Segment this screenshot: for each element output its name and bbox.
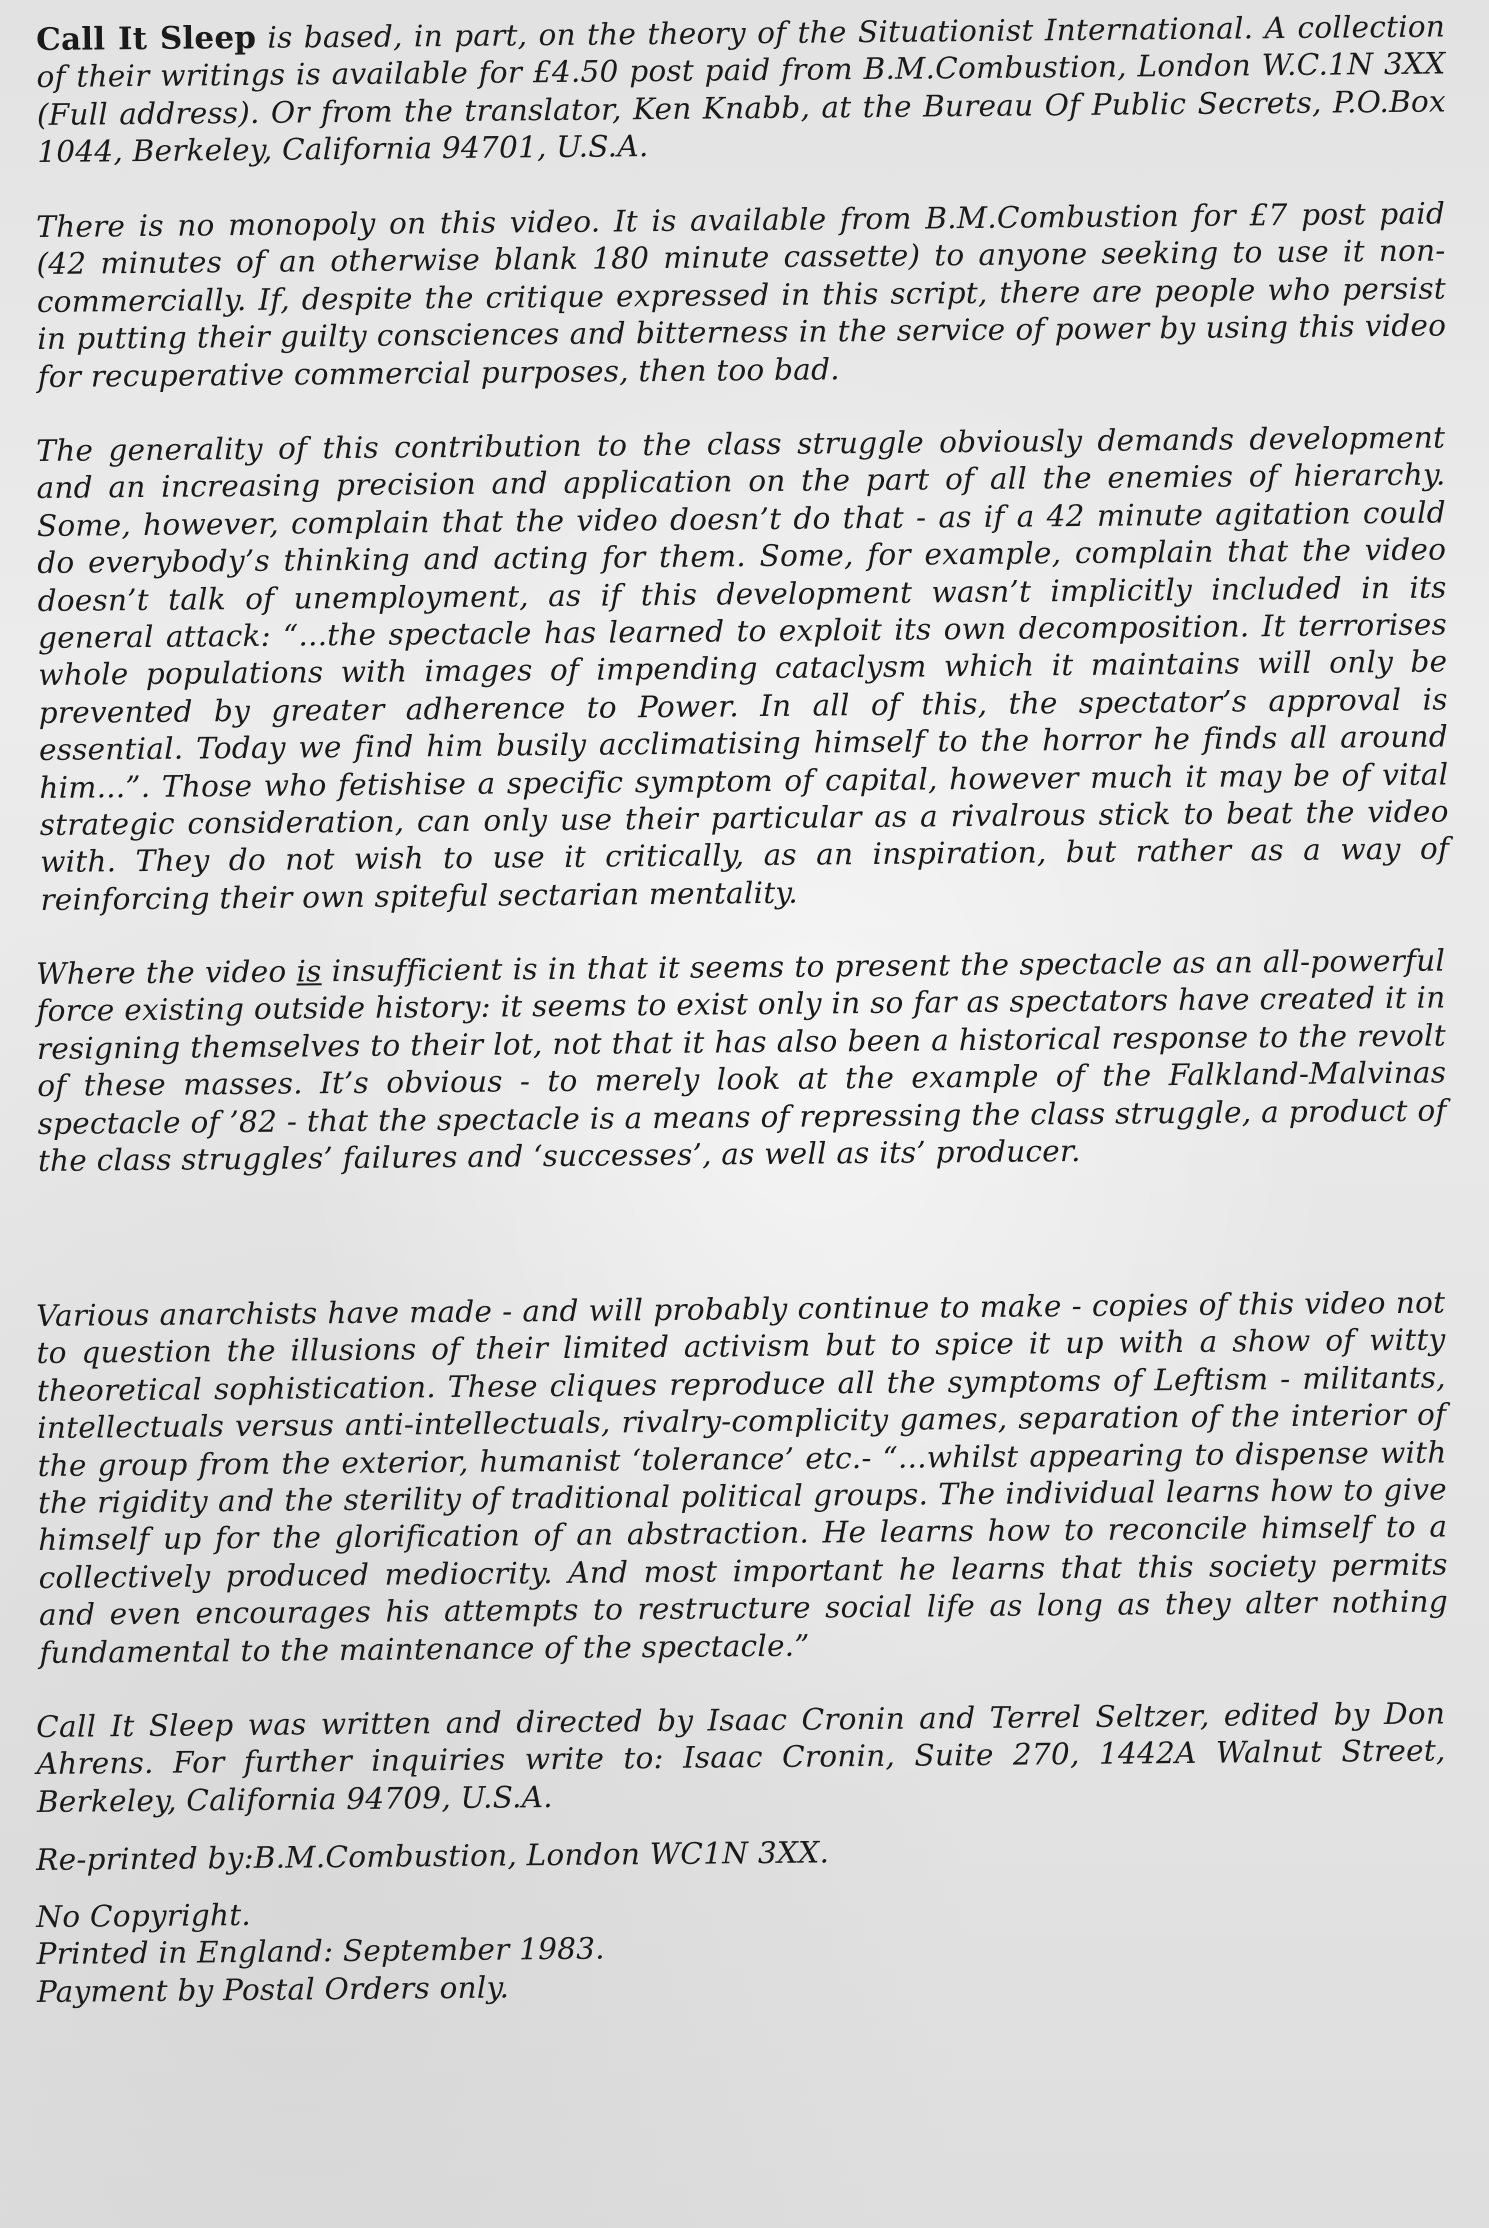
paragraph-availability-writings <box>36 8 1446 171</box>
paragraph-generality: The generality of this contribution to the class struggle obviously demands development and an increasing precision and application on the part of all the enemies of hierarchy. Some, however, complain that the video doesn’t do that - as if a 42 minute agitation could do everybody’s thinking and acting for them. Some, for example, complain that the video doesn’t talk of unemployment, as if this development wasn’t implicitly included in its general attack: “...the spectacle has learned to exploit its own decomposition. It terrorises whole populations with images of impending cataclysm which it maintains will only be prevented by greater adherence to Power. In all of this, the spectator’s approval is essential. Today we find him busily acclimatising himself to the horror he finds all around him...”. Those who fetishise a specific symptom of capital, however much it may be of vital strategic consideration, can only use their particular as a rivalrous stick to beat the video with. They do not wish to use it critically, as an inspiration, but rather as a way of reinforcing their own spiteful sectarian mentality. <box>36 420 1450 917</box>
emphasis-is: is <box>296 954 322 989</box>
paragraph-colophon <box>36 1886 1446 2012</box>
paragraph-text: Where the video <box>36 954 297 991</box>
printed-date-line: Printed in England: September 1983. <box>36 1932 605 1972</box>
paragraph-no-monopoly: There is no monopoly on this video. It is available from B.M.Combustion for £7 post paid (42 minutes of an otherwise blank 180 minute cassette) to anyone seeking to use it non-commercially. If, despite the critique expressed in this script, there are people who persist in putting their guilty consciences and bitterness in the service of power by using this video for recuperative commercial purposes, then too bad. <box>36 196 1447 394</box>
payment-line: Payment by Postal Orders only. <box>36 1970 510 2009</box>
paragraph-reprinted-by: Re-printed by:B.M.Combustion, London WC1N 3XX. <box>36 1835 830 1877</box>
title-call-it-sleep: Call It Sleep <box>36 19 257 58</box>
paragraph-text: is based, in part, on the theory of the Situationist International. A collection of their writings is available for £4.50 post paid from B.M.Combustion, London W.C.1N 3XX (Full address). Or from the translator, Ken Knabb, at the Bureau Of Public Secrets, P.O.Box 1044, Berkeley, California 94701, U.S.A. <box>36 9 1446 170</box>
paragraph-various-anarchists: Various anarchists have made - and will probably continue to make - copies of this video not to question the illusions of their limited activism but to spice it up with a show of witty theoretical sophistication. These cliques reproduce all the symptoms of Leftism - militants, intellectuals versus anti-intellectuals, rivalry-complicity games, separation of the interior of the group from the exterior, humanist ‘tolerance’ etc.- “...whilst appearing to dispense with the rigidity and the sterility of traditional political groups. The individual learns how to give himself up for the glorification of an abstraction. He learns how to reconcile himself to a collectively produced mediocrity. And most important he learns that this society permits and even encourages his attempts to restructure social life as long as they alter nothing fundamental to the maintenance of the spectacle.” <box>36 1285 1449 1671</box>
paragraph-credits: Call It Sleep was written and directed by Isaac Cronin and Terrel Seltzer, edited by Don Ahrens. For further inquiries write to: Isaac Cronin, Suite 270, 1442A Walnut Street, Berkeley, California 94709, U.S.A. <box>36 1696 1446 1820</box>
paragraph-insufficient <box>36 942 1447 1180</box>
no-copyright-line: No Copyright. <box>36 1898 252 1935</box>
paragraph-text: insufficient is in that it seems to present the spectacle as an all-powerful force existing outside history: it seems to exist only in so far as spectators have created it in resigning themselves to their lot, not that it has also been a historical response to the revolt of these masses. It’s obvious - to merely look at the example of the Falkland-Malvinas spectacle of ’82 - that the spectacle is a means of repressing the class struggle, a product of the class struggles’ failures and ‘successes’, as well as its’ producer. <box>36 943 1447 1178</box>
